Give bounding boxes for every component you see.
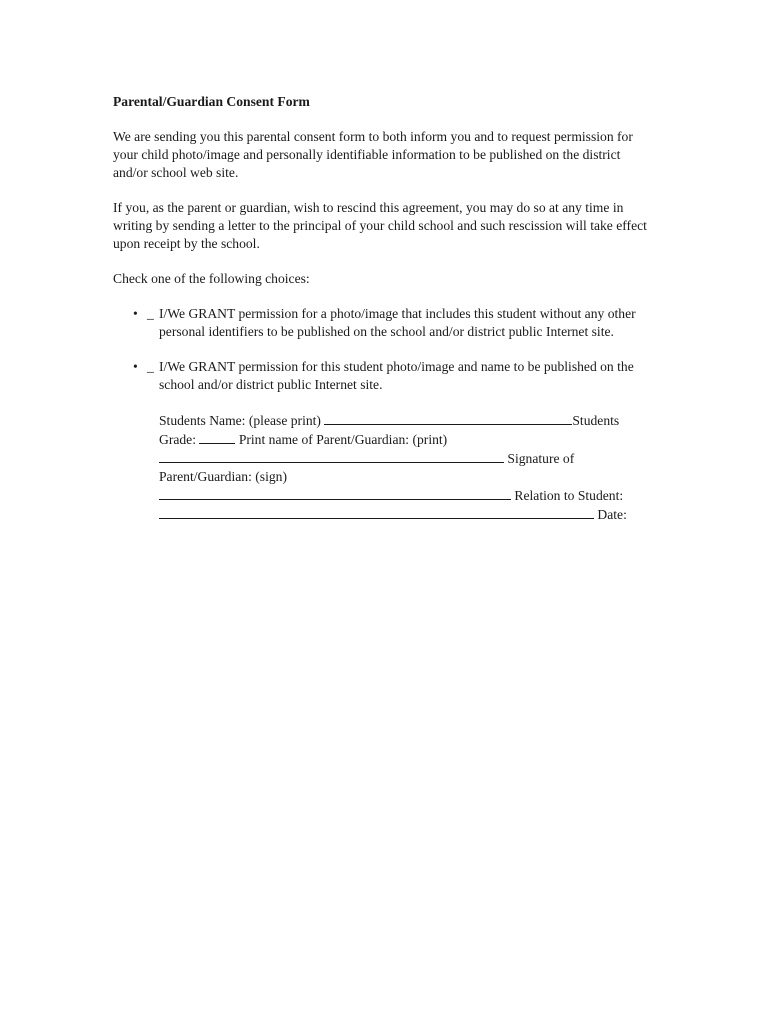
- grade-label: Grade:: [159, 432, 196, 447]
- relation-field[interactable]: [159, 505, 594, 519]
- choice-text: I/We GRANT permission for this student photo/image and name to be published on the school and/or district public Internet site.: [159, 359, 634, 392]
- grade-field[interactable]: [199, 430, 235, 444]
- fields-line-2: [159, 430, 658, 449]
- bullet-icon: •: [133, 359, 138, 374]
- fields-line-6: [159, 505, 658, 524]
- choice-checkbox-blank[interactable]: _: [147, 306, 154, 321]
- choices-list: [113, 305, 658, 394]
- students-name-label: Students Name: (please print): [159, 413, 321, 428]
- choice-photo-only[interactable]: [113, 305, 658, 341]
- date-label: Date:: [597, 507, 627, 522]
- consent-form-document: [113, 93, 658, 524]
- intro-paragraph: We are sending you this parental consent form to both inform you and to request permission for your child photo/image and personally identifiable information to be published on the district and/or school web site.: [113, 129, 633, 180]
- parent-sign-field[interactable]: [159, 486, 511, 500]
- bullet-icon: •: [133, 306, 138, 321]
- fields-line-1: [159, 411, 658, 430]
- fields-line-3: [159, 449, 658, 468]
- relation-label: Relation to Student:: [514, 488, 624, 503]
- parent-print-label: Print name of Parent/Guardian: (print): [238, 432, 448, 447]
- choice-photo-and-name[interactable]: [113, 358, 658, 394]
- rescind-paragraph: If you, as the parent or guardian, wish to rescind this agreement, you may do so at any time in writing by sending a letter to the principal of your child school and such rescission will take effect upon receipt by the school.: [113, 200, 647, 251]
- students-name-field[interactable]: [324, 411, 572, 425]
- form-title: Parental/Guardian Consent Form: [113, 94, 310, 109]
- signature-of-label: Signature of: [507, 451, 575, 466]
- parent-print-field[interactable]: [159, 449, 504, 463]
- choice-checkbox-blank[interactable]: _: [147, 359, 154, 374]
- instructions-paragraph: Check one of the following choices:: [113, 271, 310, 286]
- parent-sign-label: Parent/Guardian: (sign): [159, 469, 287, 484]
- fields-line-5: [159, 486, 658, 505]
- choice-text: I/We GRANT permission for a photo/image that includes this student without any other personal identifiers to be published on the school and/or district public Internet site.: [159, 306, 636, 339]
- signature-fields: [159, 411, 658, 524]
- students-label: Students: [572, 413, 620, 428]
- fields-line-4: [159, 468, 658, 486]
